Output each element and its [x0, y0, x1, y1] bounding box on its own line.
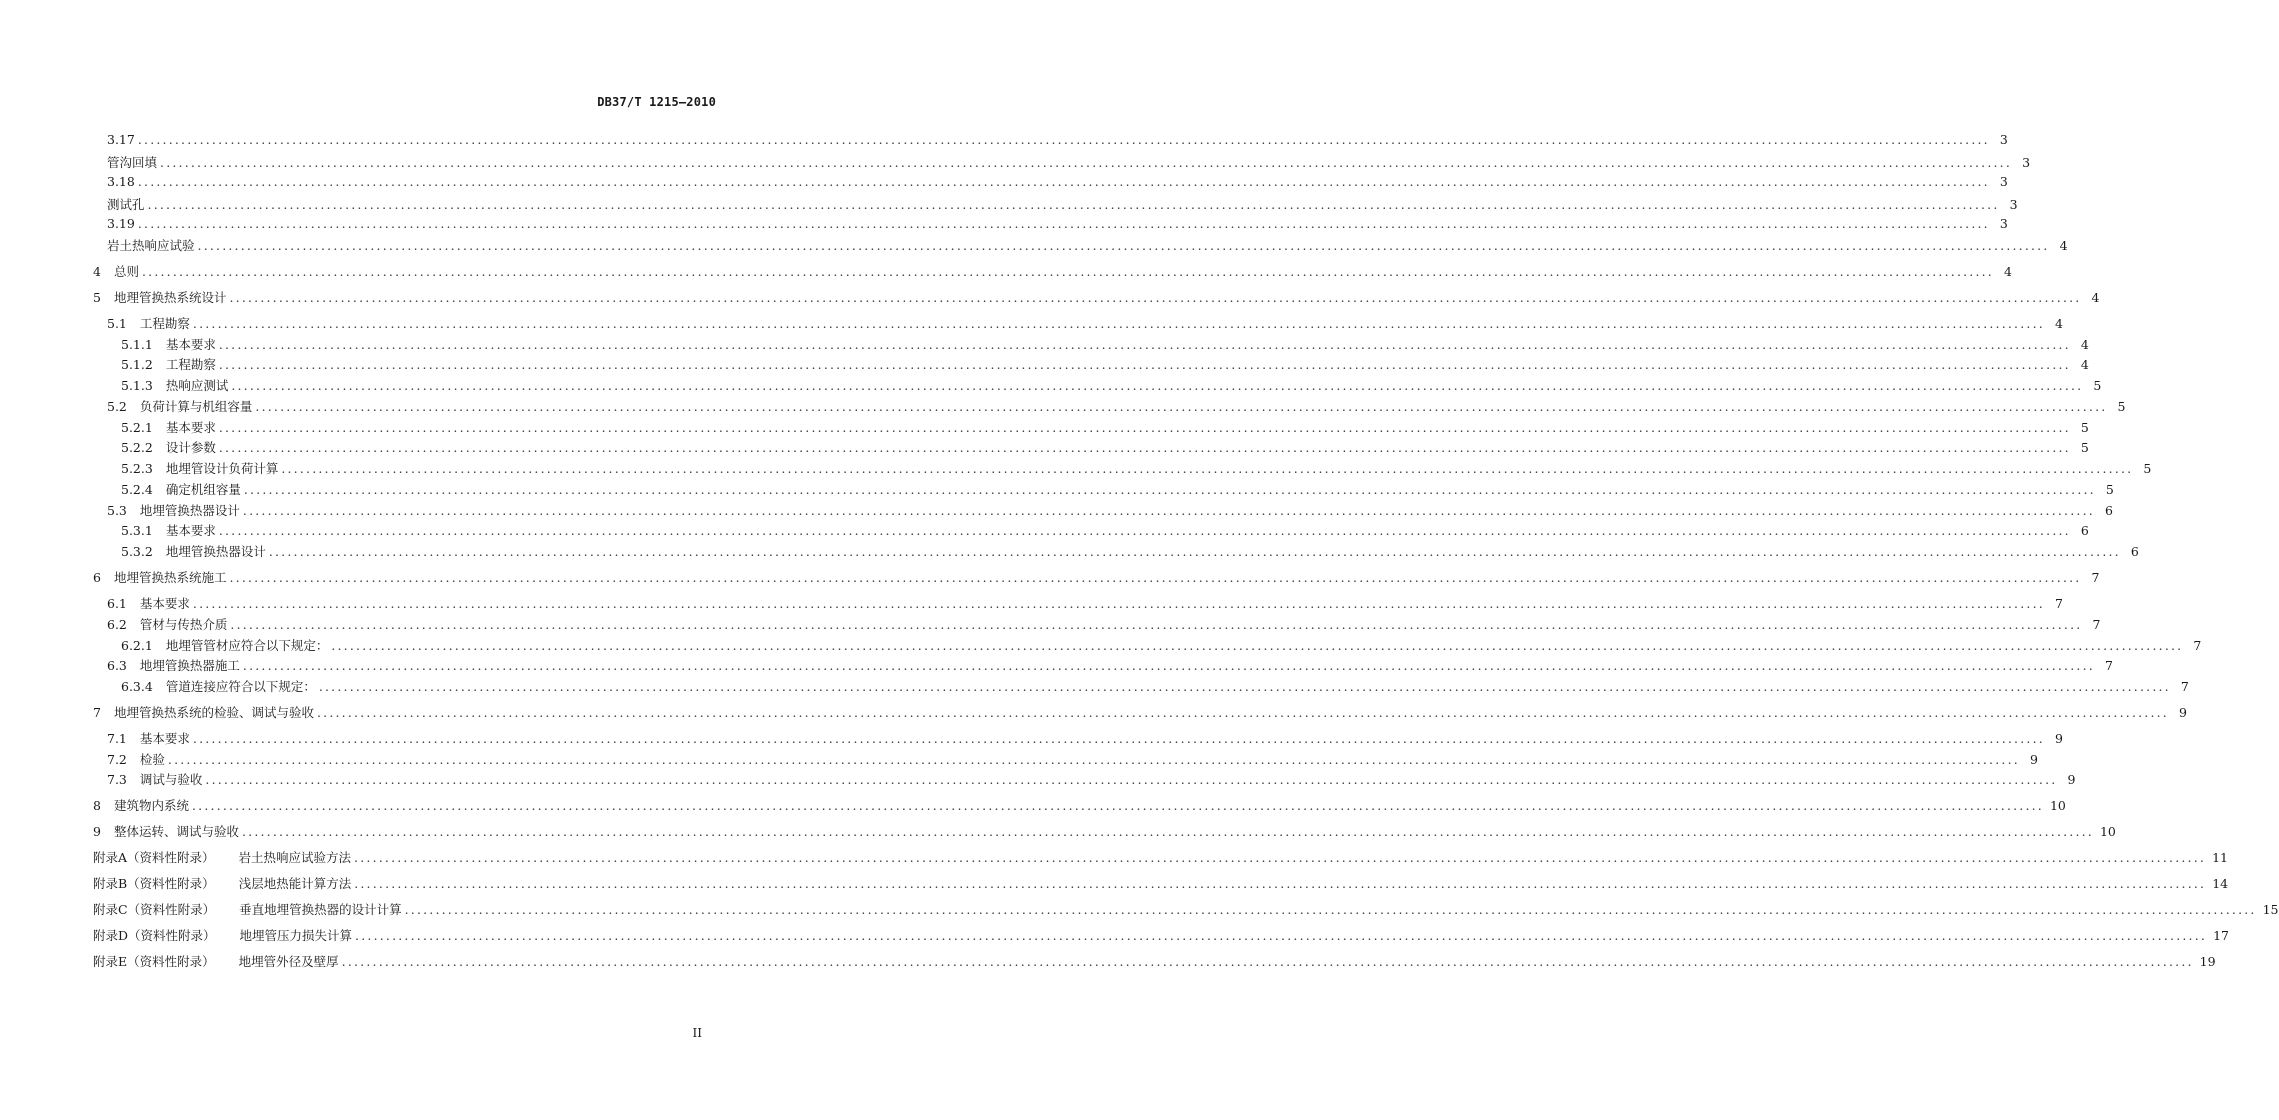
- toc-entry-number: 附录C（资料性附录）: [93, 902, 216, 917]
- toc-entry-number: 附录E（资料性附录）: [93, 954, 215, 969]
- toc-entry-title: 管材与传热介质: [139, 617, 228, 632]
- toc-entry-title: 基本要求: [139, 596, 190, 611]
- toc-entry-title: 调试与验收: [139, 772, 203, 787]
- toc-entry-number: 5.3.2: [121, 544, 153, 559]
- toc-entry-page: 6: [2104, 503, 2113, 518]
- toc-entry-title: 地埋管换热器施工: [139, 658, 240, 673]
- toc-entry-number: 3.17: [107, 132, 135, 147]
- toc-entry[interactable]: [107, 501, 2113, 519]
- toc-entry-number: 5.2.3: [121, 461, 153, 476]
- toc-entry-page: 3: [1999, 174, 2008, 189]
- toc-dot-leader: ............................................................................................................................................................................................................................................................................................................: [404, 902, 2257, 917]
- toc-entry-title: 垂直地埋管换热器的设计计算: [239, 902, 402, 917]
- toc-entry[interactable]: [93, 848, 2228, 866]
- toc-entry-page: 5: [2093, 378, 2102, 393]
- toc-entry[interactable]: [107, 615, 2101, 633]
- toc-entry[interactable]: [107, 314, 2063, 332]
- toc-entry-number: 5.2.2: [121, 440, 153, 455]
- toc-entry[interactable]: [93, 926, 2229, 944]
- toc-entry[interactable]: [93, 952, 2216, 970]
- toc-entry-number: 7.3: [107, 772, 127, 787]
- toc-dot-leader: ............................................................................................................................................................................................................................................................................................................: [281, 461, 2134, 476]
- toc-entry[interactable]: [107, 594, 2063, 612]
- toc-entry-title: 地埋管压力损失计算: [239, 928, 353, 943]
- toc-entry-page: 3: [1999, 216, 2008, 231]
- toc-dot-leader: ............................................................................................................................................................................................................................................................................................................: [316, 705, 2169, 720]
- toc-entry-title: 工程勘察: [165, 357, 216, 372]
- toc-entry-title: 负荷计算与机组容量: [139, 399, 253, 414]
- toc-entry-number: 6.3: [107, 658, 127, 673]
- toc-dot-leader: ............................................................................................................................................................................................................................................................................................................: [191, 798, 2044, 813]
- toc-dot-leader: ............................................................................................................................................................................................................................................................................................................: [243, 482, 2096, 497]
- toc-dot-leader: ............................................................................................................................................................................................................................................................................................................: [192, 731, 2045, 746]
- toc-entry-page: 4: [2004, 264, 2012, 279]
- toc-entry-title: 确定机组容量: [165, 482, 241, 497]
- toc-entry-page: 7: [2180, 679, 2189, 694]
- toc-entry-number: 5.2: [107, 399, 127, 414]
- toc-dot-leader: ............................................................................................................................................................................................................................................................................................................: [218, 440, 2071, 455]
- toc-entry-page: 7: [2092, 617, 2101, 632]
- toc-dot-leader: ............................................................................................................................................................................................................................................................................................................: [354, 850, 2207, 865]
- toc-entry-title: 地埋管换热系统施工: [113, 570, 227, 585]
- toc-entry-number: 6.3.4: [121, 679, 153, 694]
- toc-entry[interactable]: [121, 376, 2102, 394]
- toc-entry-title: 整体运转、调试与验收: [113, 824, 239, 839]
- toc-entry-number: 5.1.3: [121, 378, 153, 393]
- toc-entry[interactable]: [93, 568, 2100, 586]
- toc-entry[interactable]: [121, 418, 2089, 436]
- toc-entry-page: 5: [2105, 482, 2114, 497]
- toc-entry[interactable]: [121, 521, 2089, 539]
- toc-dot-leader: ............................................................................................................................................................................................................................................................................................................: [318, 679, 2171, 694]
- toc-entry-title: 管沟回填: [107, 155, 158, 170]
- toc-entry-title: 基本要求: [165, 337, 216, 352]
- toc-dot-leader: ............................................................................................................................................................................................................................................................................................................: [268, 544, 2121, 559]
- toc-dot-leader: ............................................................................................................................................................................................................................................................................................................: [229, 290, 2082, 305]
- toc-entry-page: 17: [2213, 928, 2229, 943]
- toc-dot-leader: ............................................................................................................................................................................................................................................................................................................: [141, 264, 1994, 279]
- toc-entry-title: 岩土热响应试验: [107, 238, 195, 253]
- toc-entry-number: 5.1.1: [121, 337, 153, 352]
- toc-entry[interactable]: [121, 459, 2152, 477]
- toc-dot-leader: ............................................................................................................................................................................................................................................................................................................: [147, 197, 2000, 212]
- toc-entry-number: 5.3.1: [121, 523, 153, 538]
- toc-entry-page: 4: [2054, 316, 2063, 331]
- toc-entry-page: 5: [2080, 440, 2089, 455]
- toc-entry[interactable]: [107, 656, 2113, 674]
- toc-entry-number: 5: [93, 290, 101, 305]
- toc-entry-page: 5: [2117, 399, 2126, 414]
- toc-entry-number: 附录A（资料性附录）: [93, 850, 215, 865]
- toc-dot-leader: ............................................................................................................................................................................................................................................................................................................: [242, 503, 2095, 518]
- toc-entry[interactable]: [107, 132, 2008, 147]
- document-code: DB37/T 1215—2010: [597, 95, 716, 109]
- toc-entry[interactable]: [121, 335, 2089, 353]
- toc-entry-number: 5.2.4: [121, 482, 153, 497]
- toc-entry[interactable]: [93, 822, 2116, 840]
- toc-entry-page: 6: [2130, 544, 2139, 559]
- toc-entry[interactable]: [93, 288, 2100, 306]
- toc-entry-number: 3.19: [107, 216, 135, 231]
- toc-entry-title: 地埋管设计负荷计算: [165, 461, 279, 476]
- toc-entry-page: 9: [2029, 752, 2038, 767]
- toc-dot-leader: ............................................................................................................................................................................................................................................................................................................: [218, 420, 2071, 435]
- toc-entry-number: 5.3: [107, 503, 127, 518]
- toc-entry-title: 总则: [113, 264, 139, 279]
- toc-dot-leader: ............................................................................................................................................................................................................................................................................................................: [230, 617, 2083, 632]
- toc-dot-leader: ............................................................................................................................................................................................................................................................................................................: [192, 316, 2045, 331]
- toc-entry[interactable]: [107, 195, 2018, 213]
- toc-entry-number: 6: [93, 570, 101, 585]
- toc-dot-leader: ............................................................................................................................................................................................................................................................................................................: [197, 238, 2050, 253]
- toc-entry-title: 基本要求: [165, 523, 216, 538]
- toc-dot-leader: ............................................................................................................................................................................................................................................................................................................: [218, 523, 2071, 538]
- toc-entry-page: 4: [2091, 290, 2100, 305]
- toc-entry-page: 19: [2199, 954, 2216, 969]
- toc-entry-title: 地埋管管材应符合以下规定：: [165, 638, 329, 653]
- toc-entry-title: 检验: [139, 752, 165, 767]
- toc-entry-page: 6: [2080, 523, 2089, 538]
- toc-entry[interactable]: [107, 750, 2038, 768]
- toc-entry-page: 5: [2143, 461, 2152, 476]
- toc-dot-leader: ............................................................................................................................................................................................................................................................................................................: [231, 378, 2084, 393]
- toc-entry[interactable]: [121, 438, 2089, 456]
- toc-entry-title: 热响应测试: [165, 378, 229, 393]
- toc-entry[interactable]: [107, 174, 2008, 189]
- toc-entry-page: 7: [2054, 596, 2063, 611]
- toc-dot-leader: ............................................................................................................................................................................................................................................................................................................: [331, 638, 2184, 653]
- toc-entry-title: 地埋管换热系统的检验、调试与验收: [113, 705, 314, 720]
- toc-entry[interactable]: [121, 542, 2139, 560]
- toc-entry-page: 7: [2193, 638, 2202, 653]
- toc-entry-number: 8: [93, 798, 101, 813]
- toc-entry-title: 测试孔: [107, 197, 145, 212]
- toc-entry-title: 地理管换热系统设计: [113, 290, 227, 305]
- toc-entry-number: 5.1.2: [121, 357, 153, 372]
- toc-entry-title: 浅层地热能计算方法: [238, 876, 352, 891]
- toc-entry-page: 7: [2104, 658, 2113, 673]
- toc-entry-title: 岩土热响应试验方法: [238, 850, 352, 865]
- toc-entry[interactable]: [107, 397, 2126, 415]
- toc-entry-title: 基本要求: [165, 420, 216, 435]
- toc-entry-title: 建筑物内系统: [113, 798, 189, 813]
- toc-dot-leader: ............................................................................................................................................................................................................................................................................................................: [160, 155, 2013, 170]
- toc-entry[interactable]: [93, 900, 2279, 918]
- toc-entry[interactable]: [107, 729, 2063, 747]
- toc-entry[interactable]: [107, 770, 2076, 788]
- toc-entry-page: 11: [2212, 850, 2228, 865]
- toc-entry-number: 3.18: [107, 174, 135, 189]
- toc-dot-leader: ............................................................................................................................................................................................................................................................................................................: [341, 954, 2194, 969]
- toc-dot-leader: ............................................................................................................................................................................................................................................................................................................: [137, 216, 1990, 231]
- toc-entry-number: 6.1: [107, 596, 127, 611]
- toc-dot-leader: ............................................................................................................................................................................................................................................................................................................: [218, 337, 2071, 352]
- toc-entry-number: 附录B（资料性附录）: [93, 876, 215, 891]
- toc-entry-number: 7.1: [107, 731, 127, 746]
- toc-entry[interactable]: [121, 480, 2114, 498]
- toc-entry[interactable]: [121, 677, 2189, 695]
- toc-entry-page: 9: [2054, 731, 2063, 746]
- toc-entry-page: 3: [2009, 197, 2018, 212]
- toc-dot-leader: ............................................................................................................................................................................................................................................................................................................: [241, 824, 2094, 839]
- toc-entry[interactable]: [107, 153, 2031, 171]
- toc-entry-page: 9: [2067, 772, 2076, 787]
- toc-entry-page: 10: [2049, 798, 2066, 813]
- toc-dot-leader: ............................................................................................................................................................................................................................................................................................................: [205, 772, 2058, 787]
- toc-entry-number: 5.1: [107, 316, 127, 331]
- toc-entry[interactable]: [93, 796, 2066, 814]
- toc-entry[interactable]: [93, 874, 2229, 892]
- toc-dot-leader: ............................................................................................................................................................................................................................................................................................................: [137, 132, 1990, 147]
- toc-dot-leader: ............................................................................................................................................................................................................................................................................................................: [355, 928, 2208, 943]
- toc-entry-number: 7.2: [107, 752, 127, 767]
- toc-entry-page: 4: [2080, 357, 2089, 372]
- toc-entry-title: 管道连接应符合以下规定：: [165, 679, 316, 694]
- toc-dot-leader: ............................................................................................................................................................................................................................................................................................................: [218, 357, 2071, 372]
- toc-entry-number: 7: [93, 705, 101, 720]
- toc-entry-page: 9: [2179, 705, 2187, 720]
- toc-entry[interactable]: [107, 236, 2068, 254]
- toc-dot-leader: ............................................................................................................................................................................................................................................................................................................: [137, 174, 1990, 189]
- toc-entry-number: 4: [93, 264, 101, 279]
- toc-entry-page: 7: [2091, 570, 2100, 585]
- toc-entry-page: 14: [2212, 876, 2229, 891]
- toc-entry[interactable]: [107, 216, 2008, 231]
- toc-dot-leader: ............................................................................................................................................................................................................................................................................................................: [229, 570, 2082, 585]
- toc-dot-leader: ............................................................................................................................................................................................................................................................................................................: [354, 876, 2207, 891]
- toc-entry[interactable]: [93, 262, 2012, 280]
- toc-entry-title: 基本要求: [139, 731, 190, 746]
- toc-entry[interactable]: [121, 636, 2202, 654]
- toc-entry-number: 9: [93, 824, 101, 839]
- toc-entry-page: 10: [2099, 824, 2116, 839]
- toc-entry-title: 设计参数: [165, 440, 216, 455]
- toc-dot-leader: ............................................................................................................................................................................................................................................................................................................: [255, 399, 2108, 414]
- toc-entry-number: 附录D（资料性附录）: [93, 928, 216, 943]
- toc-entry-number: 5.2.1: [121, 420, 153, 435]
- toc-entry-title: 地埋管换热器设计: [139, 503, 240, 518]
- toc-entry-title: 地埋管外径及壁厚: [238, 954, 339, 969]
- toc-entry-title: 地埋管换热器设计: [165, 544, 266, 559]
- toc-entry-number: 6.2: [107, 617, 127, 632]
- toc-entry-page: 3: [1999, 132, 2008, 147]
- toc-entry-title: 工程勘察: [139, 316, 190, 331]
- page-number: II: [692, 1026, 702, 1040]
- toc-entry[interactable]: [93, 703, 2187, 721]
- toc-entry-page: 15: [2262, 902, 2279, 917]
- toc-entry[interactable]: [121, 355, 2089, 373]
- toc-entry-number: 6.2.1: [121, 638, 153, 653]
- toc-entry-page: 4: [2080, 337, 2089, 352]
- toc-dot-leader: ............................................................................................................................................................................................................................................................................................................: [242, 658, 2095, 673]
- toc-dot-leader: ............................................................................................................................................................................................................................................................................................................: [192, 596, 2045, 611]
- toc-entry-page: 5: [2080, 420, 2089, 435]
- toc-entry-page: 4: [2059, 238, 2068, 253]
- toc-dot-leader: ............................................................................................................................................................................................................................................................................................................: [167, 752, 2020, 767]
- toc-entry-page: 3: [2022, 155, 2031, 170]
